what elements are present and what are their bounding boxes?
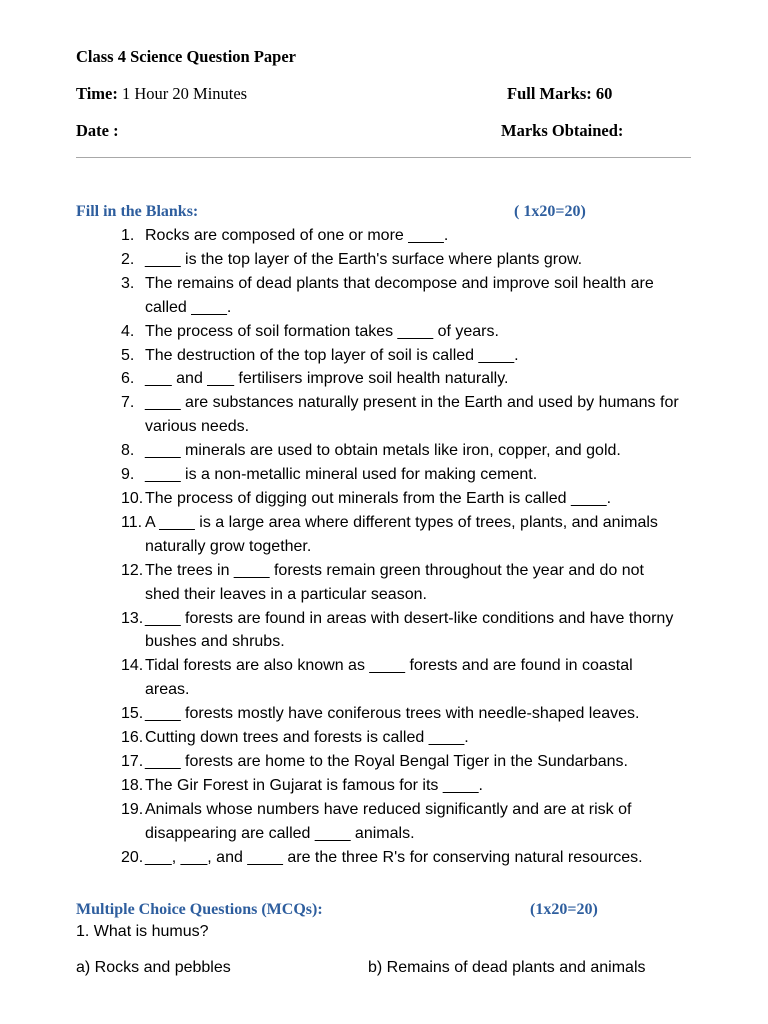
list-item — [0, 463, 680, 487]
question-number: 6. — [121, 370, 135, 388]
question-number: 5. — [121, 346, 135, 364]
header-divider — [76, 157, 691, 158]
list-item — [0, 272, 680, 320]
list-item — [0, 391, 680, 439]
list-item — [0, 607, 680, 655]
list-item — [0, 559, 680, 607]
question-number: 13. — [121, 609, 144, 627]
fill-blanks-heading: Fill in the Blanks: — [76, 203, 199, 220]
question-text: The Gir Forest in Gujarat is famous for its ____. — [145, 776, 483, 794]
question-text: The destruction of the top layer of soil is called ____. — [145, 346, 519, 364]
mcq-question-1: 1. What is humus? — [76, 923, 209, 940]
list-item — [0, 702, 680, 726]
list-item — [0, 320, 680, 344]
question-text: ____ is a non-metallic mineral used for making cement. — [145, 466, 538, 484]
question-text: ____ forests are found in areas with desert-like conditions and have thorny bushes and shrubs. — [145, 609, 674, 651]
mcq-option-a: a) Rocks and pebbles — [76, 959, 231, 976]
question-number: 8. — [121, 442, 135, 460]
question-text: ___ and ___ fertilisers improve soil health naturally. — [145, 370, 509, 388]
question-text: Tidal forests are also known as ____ forests and are found in coastal areas. — [145, 657, 633, 699]
fill-blanks-marks: ( 1x20=20) — [514, 203, 586, 220]
paper-title: Class 4 Science Question Paper — [76, 47, 296, 66]
question-number: 11. — [121, 513, 143, 531]
question-number: 2. — [121, 250, 135, 268]
mcq-marks: (1x20=20) — [530, 901, 598, 918]
full-marks: Full Marks: 60 — [507, 84, 613, 103]
question-number: 19. — [121, 800, 144, 818]
question-number: 14. — [121, 657, 144, 675]
question-text: ___, ___, and ____ are the three R's for conserving natural resources. — [145, 848, 643, 866]
list-item — [0, 439, 680, 463]
list-item — [0, 487, 680, 511]
question-number: 16. — [121, 729, 144, 747]
mcq-heading: Multiple Choice Questions (MCQs): — [76, 901, 323, 918]
date-label: Date : — [76, 121, 119, 140]
list-item — [0, 750, 680, 774]
fill-blanks-list — [0, 224, 768, 869]
list-item — [0, 367, 680, 391]
question-text: ____ forests are home to the Royal Bengal Tiger in the Sundarbans. — [145, 752, 628, 770]
question-text: Rocks are composed of one or more ____. — [145, 227, 449, 244]
question-number: 20. — [121, 848, 144, 866]
question-number: 17. — [121, 752, 144, 770]
list-item — [0, 248, 680, 272]
question-number: 4. — [121, 322, 135, 340]
question-text: Animals whose numbers have reduced significantly and are at risk of disappearing are called ____ animals. — [145, 800, 632, 842]
time-label: Time: — [76, 84, 118, 103]
list-item — [0, 654, 680, 702]
list-item — [0, 798, 680, 846]
list-item — [0, 726, 680, 750]
question-text: ____ minerals are used to obtain metals like iron, copper, and gold. — [145, 442, 621, 460]
question-text: The remains of dead plants that decompose and improve soil health are called ____. — [145, 274, 654, 316]
question-text: The trees in ____ forests remain green throughout the year and do not shed their leaves in a particular season. — [145, 561, 644, 603]
mcq-option-b: b) Remains of dead plants and animals — [368, 959, 646, 976]
list-item — [0, 846, 680, 870]
list-item — [0, 774, 680, 798]
list-item — [0, 344, 680, 368]
question-text: ____ are substances naturally present in the Earth and used by humans for various needs. — [145, 394, 679, 436]
question-text: Cutting down trees and forests is called ____. — [145, 729, 469, 747]
list-item — [0, 224, 680, 248]
time-line — [76, 84, 247, 104]
question-text: The process of digging out minerals from the Earth is called ____. — [145, 489, 612, 507]
question-text: A ____ is a large area where different types of trees, plants, and animals naturally grow together. — [145, 513, 658, 555]
time-value: 1 Hour 20 Minutes — [121, 84, 248, 103]
question-text: The process of soil formation takes ____ of years. — [145, 322, 499, 340]
question-number: 9. — [121, 466, 135, 484]
question-number: 18. — [121, 776, 144, 794]
question-text: ____ is the top layer of the Earth's surface where plants grow. — [145, 250, 583, 268]
question-number: 12. — [121, 561, 144, 579]
question-number: 1. — [121, 227, 135, 244]
question-number: 15. — [121, 705, 144, 723]
question-text: ____ forests mostly have coniferous trees with needle-shaped leaves. — [145, 705, 640, 723]
marks-obtained: Marks Obtained: — [501, 121, 624, 140]
question-number: 10. — [121, 489, 144, 507]
list-item — [0, 511, 680, 559]
question-number: 3. — [121, 274, 135, 292]
question-number: 7. — [121, 394, 135, 412]
